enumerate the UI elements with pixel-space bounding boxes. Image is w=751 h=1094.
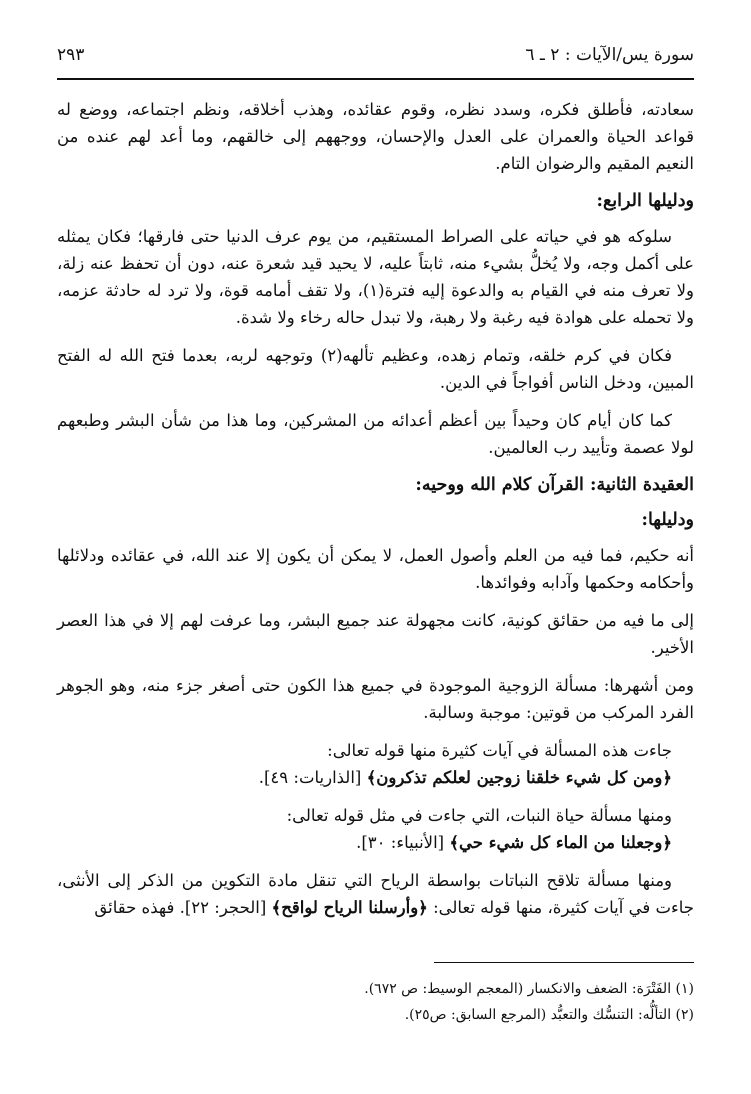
paragraph-7: ومن أشهرها: مسألة الزوجية الموجودة في جميع هذا الكون حتى أصغر جزء منه، وهو الجوهر الفرد المركب من قوتين: موجبة وسالبة. — [57, 676, 694, 722]
paragraph-10-end: [الحجر: ٢٢]. فهذه حقائق — [94, 898, 272, 917]
paragraph-4: كما كان أيام كان وحيداً بين أعظم أعدائه من المشركين، وما هذا من شأن البشر وطبعهم لولا عصمة وتأييد رب العالمين. — [57, 411, 694, 457]
heading-second-creed: العقيدة الثانية: القرآن كلام الله ووحيه: — [415, 475, 694, 495]
paragraph-10-start: ومنها مسألة تلاقح النباتات بواسطة الرياح التي تنقل مادة التكوين من الذكر إلى الأنثى، جاءت في آيات كثيرة، منها قوله تعالى: — [57, 871, 694, 917]
footnote-1: (١) الفَتْرَة: الضعف والانكسار (المعجم الوسيط: ص ٦٧٢). — [364, 981, 694, 997]
page-number: ٢٩٣ — [57, 45, 85, 65]
main-text — [57, 96, 694, 932]
footnotes — [57, 976, 694, 1028]
header-divider — [57, 78, 694, 80]
paragraph-8: جاءت هذه المسألة في آيات كثيرة منها قوله تعالى: — [327, 741, 672, 760]
verse-2: ﴿وجعلنا من الماء كل شيء حي﴾ — [449, 833, 672, 852]
paragraph-10 — [57, 867, 694, 921]
verse-2-reference: [الأنبياء: ٣٠]. — [356, 833, 450, 852]
footnote-2: (٢) التألُّه: التنسُّك والتعبُّد (المرجع السابق: ص٢٥). — [404, 1007, 694, 1023]
verse-1: ﴿ومن كل شيء خلقنا زوجين لعلكم تذكرون﴾ — [366, 768, 672, 787]
verse-3: ﴿وأرسلنا الرياح لواقح﴾ — [271, 898, 428, 917]
heading-evidence: ودليلها: — [641, 510, 694, 530]
verse-line-1 — [57, 764, 694, 791]
paragraph-2: سلوكه هو في حياته على الصراط المستقيم، من يوم عرف الدنيا حتى فارقها؛ فكان يمثله على أكمل وجه، ولا يُخلُّ بشيء منه، ثابتاً عليه، لا يحيد قيد شعرة عنه، دون أن تحفظ عنه زلة، ولا تعرف منه في القيام به والدعوة إليه فترة(١)، ولا تقف أمامه قوة، ولا ترد له حادثة عزمه، ولا تحمله على هوادة فيه رغبة ولا رهبة، ولا تبدل حاله رخاء ولا شدة. — [57, 227, 694, 327]
paragraph-3: فكان في كرم خلقه، وتمام زهده، وعظيم تألهه(٢) وتوجهه لربه، بعدما فتح الله له الفتح المبين، ودخل الناس أفواجاً في الدين. — [57, 346, 694, 392]
heading-fourth-evidence: ودليلها الرابع: — [596, 191, 694, 211]
paragraph-9: ومنها مسألة حياة النبات، التي جاءت في مثل قوله تعالى: — [286, 806, 672, 825]
page-header — [57, 40, 694, 70]
paragraph-6: إلى ما فيه من حقائق كونية، كانت مجهولة عند جميع البشر، وما عرفت لهم إلا في هذا العصر الأخير. — [57, 611, 694, 657]
footnote-divider — [434, 962, 694, 963]
paragraph-5: أنه حكيم، فما فيه من العلم وأصول العمل، لا يمكن أن يكون إلا عند الله، في عقائده ودلائلها وأحكامه وحكمها وآدابه وفوائدها. — [57, 546, 694, 592]
verse-1-reference: [الذاريات: ٤٩]. — [258, 768, 367, 787]
paragraph-1: سعادته، فأطلق فكره، وسدد نظره، وقوم عقائده، وهذب أخلاقه، ونظم اجتماعه، ووضع له قواعد الحياة والعمران على العدل والإحسان، ووجههم إلى خالقهم، وما أعد لهم عنده من النعيم المقيم والرضوان التام. — [57, 100, 694, 173]
surah-label: سورة يس/الآيات : ٢ ـ ٦ — [525, 45, 694, 65]
verse-line-2 — [57, 829, 694, 856]
